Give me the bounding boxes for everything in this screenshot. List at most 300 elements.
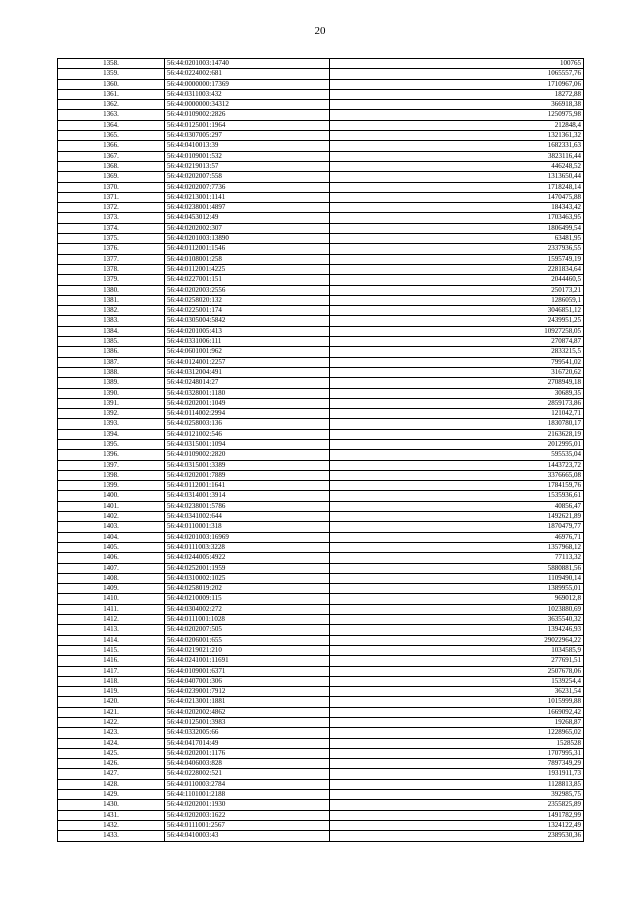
row-number: 1379.	[58, 275, 165, 285]
cadastral-number: 56:44:0000000:34312	[165, 100, 330, 110]
cadastral-number: 56:44:0252001:1959	[165, 563, 330, 573]
row-number: 1366.	[58, 141, 165, 151]
row-number: 1376.	[58, 244, 165, 254]
row-number: 1384.	[58, 326, 165, 336]
row-number: 1416.	[58, 656, 165, 666]
cadastral-number: 56:44:0241001:11691	[165, 656, 330, 666]
cadastral-value: 2439951,25	[330, 316, 584, 326]
table-row	[58, 306, 584, 316]
cadastral-value: 10927258,05	[330, 326, 584, 336]
table-row	[58, 295, 584, 305]
cadastral-value: 1324122,49	[330, 820, 584, 830]
cadastral-value: 1015999,88	[330, 697, 584, 707]
cadastral-number: 56:44:0109002:2826	[165, 110, 330, 120]
row-number: 1361.	[58, 89, 165, 99]
cadastral-number: 56:44:0331006:111	[165, 337, 330, 347]
row-number: 1420.	[58, 697, 165, 707]
cadastral-number: 56:44:0417014:49	[165, 738, 330, 748]
cadastral-number: 56:44:0258019:202	[165, 584, 330, 594]
cadastral-value: 1065557,76	[330, 69, 584, 79]
row-number: 1362.	[58, 100, 165, 110]
table-row	[58, 728, 584, 738]
table-row	[58, 388, 584, 398]
cadastral-value: 1718248,14	[330, 182, 584, 192]
table-row	[58, 378, 584, 388]
cadastral-number: 56:44:0213001:1141	[165, 192, 330, 202]
cadastral-value: 1286059,1	[330, 295, 584, 305]
table-row	[58, 89, 584, 99]
cadastral-value: 366918,38	[330, 100, 584, 110]
cadastral-value: 1250975,98	[330, 110, 584, 120]
cadastral-value: 392985,75	[330, 790, 584, 800]
cadastral-number: 56:44:0238001:4897	[165, 203, 330, 213]
cadastral-value: 30689,35	[330, 388, 584, 398]
row-number: 1405.	[58, 542, 165, 552]
row-number: 1403.	[58, 522, 165, 532]
table-row	[58, 69, 584, 79]
row-number: 1394.	[58, 429, 165, 439]
table-row	[58, 573, 584, 583]
cadastral-number: 56:44:0304002:272	[165, 604, 330, 614]
table-row	[58, 264, 584, 274]
table-row	[58, 748, 584, 758]
row-number: 1399.	[58, 481, 165, 491]
row-number: 1393.	[58, 419, 165, 429]
cadastral-number: 56:44:0112001:1641	[165, 481, 330, 491]
cadastral-number: 56:44:0201003:16969	[165, 532, 330, 542]
table-row	[58, 470, 584, 480]
cadastral-number: 56:44:0201005:413	[165, 326, 330, 336]
cadastral-value: 1870479,77	[330, 522, 584, 532]
table-row	[58, 820, 584, 830]
cadastral-number: 56:44:0202007:505	[165, 625, 330, 635]
cadastral-number: 56:44:0201003:14740	[165, 59, 330, 69]
table-row	[58, 409, 584, 419]
cadastral-number: 56:44:0219013:57	[165, 161, 330, 171]
cadastral-value: 2507678,06	[330, 666, 584, 676]
table-row	[58, 769, 584, 779]
row-number: 1359.	[58, 69, 165, 79]
cadastral-value: 1595749,19	[330, 254, 584, 264]
table-body	[58, 59, 584, 842]
row-number: 1422.	[58, 718, 165, 728]
cadastral-number: 56:44:0000000:17369	[165, 79, 330, 89]
cadastral-value: 3635540,32	[330, 615, 584, 625]
table-row	[58, 347, 584, 357]
cadastral-number: 56:44:0314001:3914	[165, 491, 330, 501]
cadastral-value: 2355825,89	[330, 800, 584, 810]
table-row	[58, 800, 584, 810]
cadastral-value: 1443723,72	[330, 460, 584, 470]
row-number: 1386.	[58, 347, 165, 357]
row-number: 1385.	[58, 337, 165, 347]
cadastral-number: 56:44:0227001:151	[165, 275, 330, 285]
table-row	[58, 398, 584, 408]
cadastral-value: 969012,8	[330, 594, 584, 604]
table-row	[58, 254, 584, 264]
table-row	[58, 563, 584, 573]
row-number: 1372.	[58, 203, 165, 213]
cadastral-number: 56:44:0202002:307	[165, 223, 330, 233]
cadastral-number: 56:44:0315001:1094	[165, 439, 330, 449]
cadastral-number: 56:44:0202003:2556	[165, 285, 330, 295]
cadastral-number: 56:44:0410003:43	[165, 831, 330, 841]
cadastral-number: 56:44:0110003:2784	[165, 779, 330, 789]
cadastral-value: 1128813,85	[330, 779, 584, 789]
cadastral-value: 1357968,12	[330, 542, 584, 552]
table-row	[58, 707, 584, 717]
table-row	[58, 481, 584, 491]
cadastral-value: 29022964,22	[330, 635, 584, 645]
cadastral-number: 56:44:0213001:1881	[165, 697, 330, 707]
cadastral-value: 270874,87	[330, 337, 584, 347]
table-row	[58, 831, 584, 841]
row-number: 1408.	[58, 573, 165, 583]
cadastral-number: 56:44:0224002:681	[165, 69, 330, 79]
row-number: 1395.	[58, 439, 165, 449]
cadastral-number: 56:44:0312004:491	[165, 367, 330, 377]
cadastral-number: 56:44:0225001:174	[165, 306, 330, 316]
cadastral-value: 1784159,76	[330, 481, 584, 491]
cadastral-value: 1710967,06	[330, 79, 584, 89]
cadastral-number: 56:44:0111001:2567	[165, 820, 330, 830]
cadastral-number: 56:44:0258003:136	[165, 419, 330, 429]
cadastral-value: 1707995,31	[330, 748, 584, 758]
table-row	[58, 223, 584, 233]
cadastral-number: 56:44:0109002:2820	[165, 450, 330, 460]
row-number: 1410.	[58, 594, 165, 604]
table-row	[58, 151, 584, 161]
table-row	[58, 120, 584, 130]
row-number: 1427.	[58, 769, 165, 779]
cadastral-value: 250173,21	[330, 285, 584, 295]
cadastral-number: 56:44:0112001:4225	[165, 264, 330, 274]
row-number: 1418.	[58, 676, 165, 686]
cadastral-number: 56:44:0125001:1964	[165, 120, 330, 130]
cadastral-value: 77113,32	[330, 553, 584, 563]
cadastral-value: 799541,02	[330, 357, 584, 367]
row-number: 1414.	[58, 635, 165, 645]
cadastral-value: 446248,52	[330, 161, 584, 171]
cadastral-number: 56:44:0202001:7889	[165, 470, 330, 480]
cadastral-value: 1539254,4	[330, 676, 584, 686]
cadastral-number: 56:44:0407001:306	[165, 676, 330, 686]
row-number: 1401.	[58, 501, 165, 511]
table-row	[58, 542, 584, 552]
cadastral-number: 56:44:0124001:2257	[165, 357, 330, 367]
table-row	[58, 687, 584, 697]
cadastral-number: 56:44:0111003:3228	[165, 542, 330, 552]
table-row	[58, 316, 584, 326]
cadastral-number: 56:44:0244005:4922	[165, 553, 330, 563]
row-number: 1429.	[58, 790, 165, 800]
cadastral-value: 121042,71	[330, 409, 584, 419]
cadastral-value: 1023880,69	[330, 604, 584, 614]
row-number: 1368.	[58, 161, 165, 171]
table-row	[58, 718, 584, 728]
cadastral-value: 1034585,9	[330, 645, 584, 655]
row-number: 1380.	[58, 285, 165, 295]
cadastral-number: 56:44:0202002:4862	[165, 707, 330, 717]
table-row	[58, 429, 584, 439]
cadastral-number: 56:44:0206001:655	[165, 635, 330, 645]
table-row	[58, 594, 584, 604]
cadastral-value: 7897349,29	[330, 759, 584, 769]
cadastral-number: 56:44:0311003:432	[165, 89, 330, 99]
cadastral-number: 56:44:0228002:521	[165, 769, 330, 779]
row-number: 1381.	[58, 295, 165, 305]
table-row	[58, 285, 584, 295]
cadastral-number: 56:44:0219021:210	[165, 645, 330, 655]
cadastral-value: 2859173,86	[330, 398, 584, 408]
cadastral-number: 56:44:0406003:828	[165, 759, 330, 769]
row-number: 1407.	[58, 563, 165, 573]
cadastral-number: 56:44:0202007:558	[165, 172, 330, 182]
table-row	[58, 172, 584, 182]
table-row	[58, 419, 584, 429]
table-row	[58, 491, 584, 501]
cadastral-number: 56:44:0341002:644	[165, 512, 330, 522]
table-row	[58, 192, 584, 202]
cadastral-value: 40856,47	[330, 501, 584, 511]
cadastral-value: 1389955,01	[330, 584, 584, 594]
cadastral-number: 56:44:0114002:2994	[165, 409, 330, 419]
cadastral-number: 56:44:0410013:39	[165, 141, 330, 151]
table-row	[58, 450, 584, 460]
cadastral-value: 595535,04	[330, 450, 584, 460]
row-number: 1411.	[58, 604, 165, 614]
cadastral-number: 56:44:0121002:546	[165, 429, 330, 439]
row-number: 1397.	[58, 460, 165, 470]
table-row	[58, 161, 584, 171]
cadastral-value: 2389530,36	[330, 831, 584, 841]
row-number: 1413.	[58, 625, 165, 635]
row-number: 1360.	[58, 79, 165, 89]
cadastral-number: 56:44:0108001:258	[165, 254, 330, 264]
cadastral-number: 56:44:0111001:1028	[165, 615, 330, 625]
row-number: 1391.	[58, 398, 165, 408]
cadastral-number: 56:44:0202001:1176	[165, 748, 330, 758]
cadastral-number: 56:44:0202001:1930	[165, 800, 330, 810]
cadastral-value: 184343,42	[330, 203, 584, 213]
cadastral-value: 1682331,63	[330, 141, 584, 151]
row-number: 1388.	[58, 367, 165, 377]
cadastral-value: 2337936,55	[330, 244, 584, 254]
row-number: 1390.	[58, 388, 165, 398]
row-number: 1396.	[58, 450, 165, 460]
table-row	[58, 584, 584, 594]
row-number: 1364.	[58, 120, 165, 130]
row-number: 1387.	[58, 357, 165, 367]
cadastral-number: 56:44:0328001:1180	[165, 388, 330, 398]
cadastral-number: 56:44:0202003:1622	[165, 810, 330, 820]
table-row	[58, 522, 584, 532]
row-number: 1358.	[58, 59, 165, 69]
row-number: 1409.	[58, 584, 165, 594]
table-row	[58, 810, 584, 820]
table-row	[58, 234, 584, 244]
cadastral-number: 56:44:0109001:532	[165, 151, 330, 161]
row-number: 1412.	[58, 615, 165, 625]
cadastral-value: 1228965,02	[330, 728, 584, 738]
row-number: 1428.	[58, 779, 165, 789]
cadastral-value: 1491782,99	[330, 810, 584, 820]
table-row	[58, 697, 584, 707]
table-row	[58, 79, 584, 89]
row-number: 1373.	[58, 213, 165, 223]
row-number: 1415.	[58, 645, 165, 655]
table-row	[58, 532, 584, 542]
cadastral-value: 1830780,17	[330, 419, 584, 429]
row-number: 1419.	[58, 687, 165, 697]
cadastral-value: 2708949,18	[330, 378, 584, 388]
cadastral-value: 1470475,88	[330, 192, 584, 202]
cadastral-number: 56:44:0248014:27	[165, 378, 330, 388]
cadastral-value: 1492621,89	[330, 512, 584, 522]
cadastral-number: 56:44:0201003:13890	[165, 234, 330, 244]
cadastral-value: 5880881,56	[330, 563, 584, 573]
row-number: 1433.	[58, 831, 165, 841]
table-row	[58, 182, 584, 192]
cadastral-number: 56:44:0305004:5842	[165, 316, 330, 326]
cadastral-value: 1931911,73	[330, 769, 584, 779]
table-row	[58, 676, 584, 686]
table-row	[58, 501, 584, 511]
row-number: 1402.	[58, 512, 165, 522]
cadastral-value: 3376665,08	[330, 470, 584, 480]
cadastral-value: 277691,51	[330, 656, 584, 666]
table-row	[58, 615, 584, 625]
cadastral-value-table	[57, 58, 584, 842]
cadastral-value: 18272,88	[330, 89, 584, 99]
cadastral-value: 2012995,01	[330, 439, 584, 449]
table-row	[58, 110, 584, 120]
row-number: 1374.	[58, 223, 165, 233]
cadastral-value: 3823116,44	[330, 151, 584, 161]
table-row	[58, 656, 584, 666]
table-row	[58, 100, 584, 110]
table-row	[58, 337, 584, 347]
cadastral-number: 56:44:0453012:49	[165, 213, 330, 223]
cadastral-value: 1806499,54	[330, 223, 584, 233]
table-row	[58, 460, 584, 470]
table-row	[58, 141, 584, 151]
cadastral-value: 212848,4	[330, 120, 584, 130]
cadastral-number: 56:44:0315001:3389	[165, 460, 330, 470]
cadastral-value: 2281834,64	[330, 264, 584, 274]
cadastral-value: 36231,54	[330, 687, 584, 697]
row-number: 1378.	[58, 264, 165, 274]
cadastral-value: 2163628,19	[330, 429, 584, 439]
table-row	[58, 625, 584, 635]
cadastral-value: 1703463,95	[330, 213, 584, 223]
row-number: 1371.	[58, 192, 165, 202]
cadastral-value: 1109490,14	[330, 573, 584, 583]
table-row	[58, 367, 584, 377]
row-number: 1382.	[58, 306, 165, 316]
cadastral-number: 56:44:0125001:3983	[165, 718, 330, 728]
cadastral-value: 100765	[330, 59, 584, 69]
cadastral-number: 56:44:0601001:962	[165, 347, 330, 357]
cadastral-value: 1394246,93	[330, 625, 584, 635]
cadastral-number: 56:44:0238001:5786	[165, 501, 330, 511]
cadastral-number: 56:44:0310002:1025	[165, 573, 330, 583]
row-number: 1431.	[58, 810, 165, 820]
cadastral-value: 316720,62	[330, 367, 584, 377]
row-number: 1425.	[58, 748, 165, 758]
cadastral-value: 63481,95	[330, 234, 584, 244]
table-row	[58, 439, 584, 449]
cadastral-value: 2833215,5	[330, 347, 584, 357]
table-row	[58, 738, 584, 748]
row-number: 1369.	[58, 172, 165, 182]
table-row	[58, 790, 584, 800]
cadastral-value: 46976,71	[330, 532, 584, 542]
row-number: 1426.	[58, 759, 165, 769]
cadastral-number: 56:44:0110001:318	[165, 522, 330, 532]
row-number: 1363.	[58, 110, 165, 120]
row-number: 1375.	[58, 234, 165, 244]
page-number: 20	[314, 25, 326, 37]
table-row	[58, 59, 584, 69]
cadastral-value: 1528528	[330, 738, 584, 748]
row-number: 1389.	[58, 378, 165, 388]
row-number: 1423.	[58, 728, 165, 738]
row-number: 1365.	[58, 131, 165, 141]
cadastral-number: 56:44:0112001:1546	[165, 244, 330, 254]
row-number: 1432.	[58, 820, 165, 830]
row-number: 1383.	[58, 316, 165, 326]
cadastral-value: 19268,87	[330, 718, 584, 728]
row-number: 1424.	[58, 738, 165, 748]
cadastral-number: 56:44:1101001:2188	[165, 790, 330, 800]
row-number: 1417.	[58, 666, 165, 676]
table-row	[58, 203, 584, 213]
row-number: 1377.	[58, 254, 165, 264]
table-row	[58, 131, 584, 141]
row-number: 1430.	[58, 800, 165, 810]
cadastral-number: 56:44:0109001:6371	[165, 666, 330, 676]
table-row	[58, 779, 584, 789]
row-number: 1398.	[58, 470, 165, 480]
cadastral-number: 56:44:0258020:132	[165, 295, 330, 305]
table-row	[58, 759, 584, 769]
table-row	[58, 553, 584, 563]
row-number: 1421.	[58, 707, 165, 717]
row-number: 1392.	[58, 409, 165, 419]
row-number: 1367.	[58, 151, 165, 161]
table-row	[58, 666, 584, 676]
cadastral-number: 56:44:0210009:115	[165, 594, 330, 604]
table-row	[58, 635, 584, 645]
cadastral-value: 1669092,42	[330, 707, 584, 717]
cadastral-value: 1313650,44	[330, 172, 584, 182]
row-number: 1404.	[58, 532, 165, 542]
cadastral-value: 3046851,12	[330, 306, 584, 316]
row-number: 1406.	[58, 553, 165, 563]
cadastral-value: 1535936,61	[330, 491, 584, 501]
table-row	[58, 275, 584, 285]
row-number: 1370.	[58, 182, 165, 192]
table-row	[58, 213, 584, 223]
cadastral-number: 56:44:0307005:297	[165, 131, 330, 141]
row-number: 1400.	[58, 491, 165, 501]
cadastral-number: 56:44:0202007:7736	[165, 182, 330, 192]
table-row	[58, 357, 584, 367]
table-row	[58, 645, 584, 655]
cadastral-value: 2044460,5	[330, 275, 584, 285]
table-row	[58, 512, 584, 522]
